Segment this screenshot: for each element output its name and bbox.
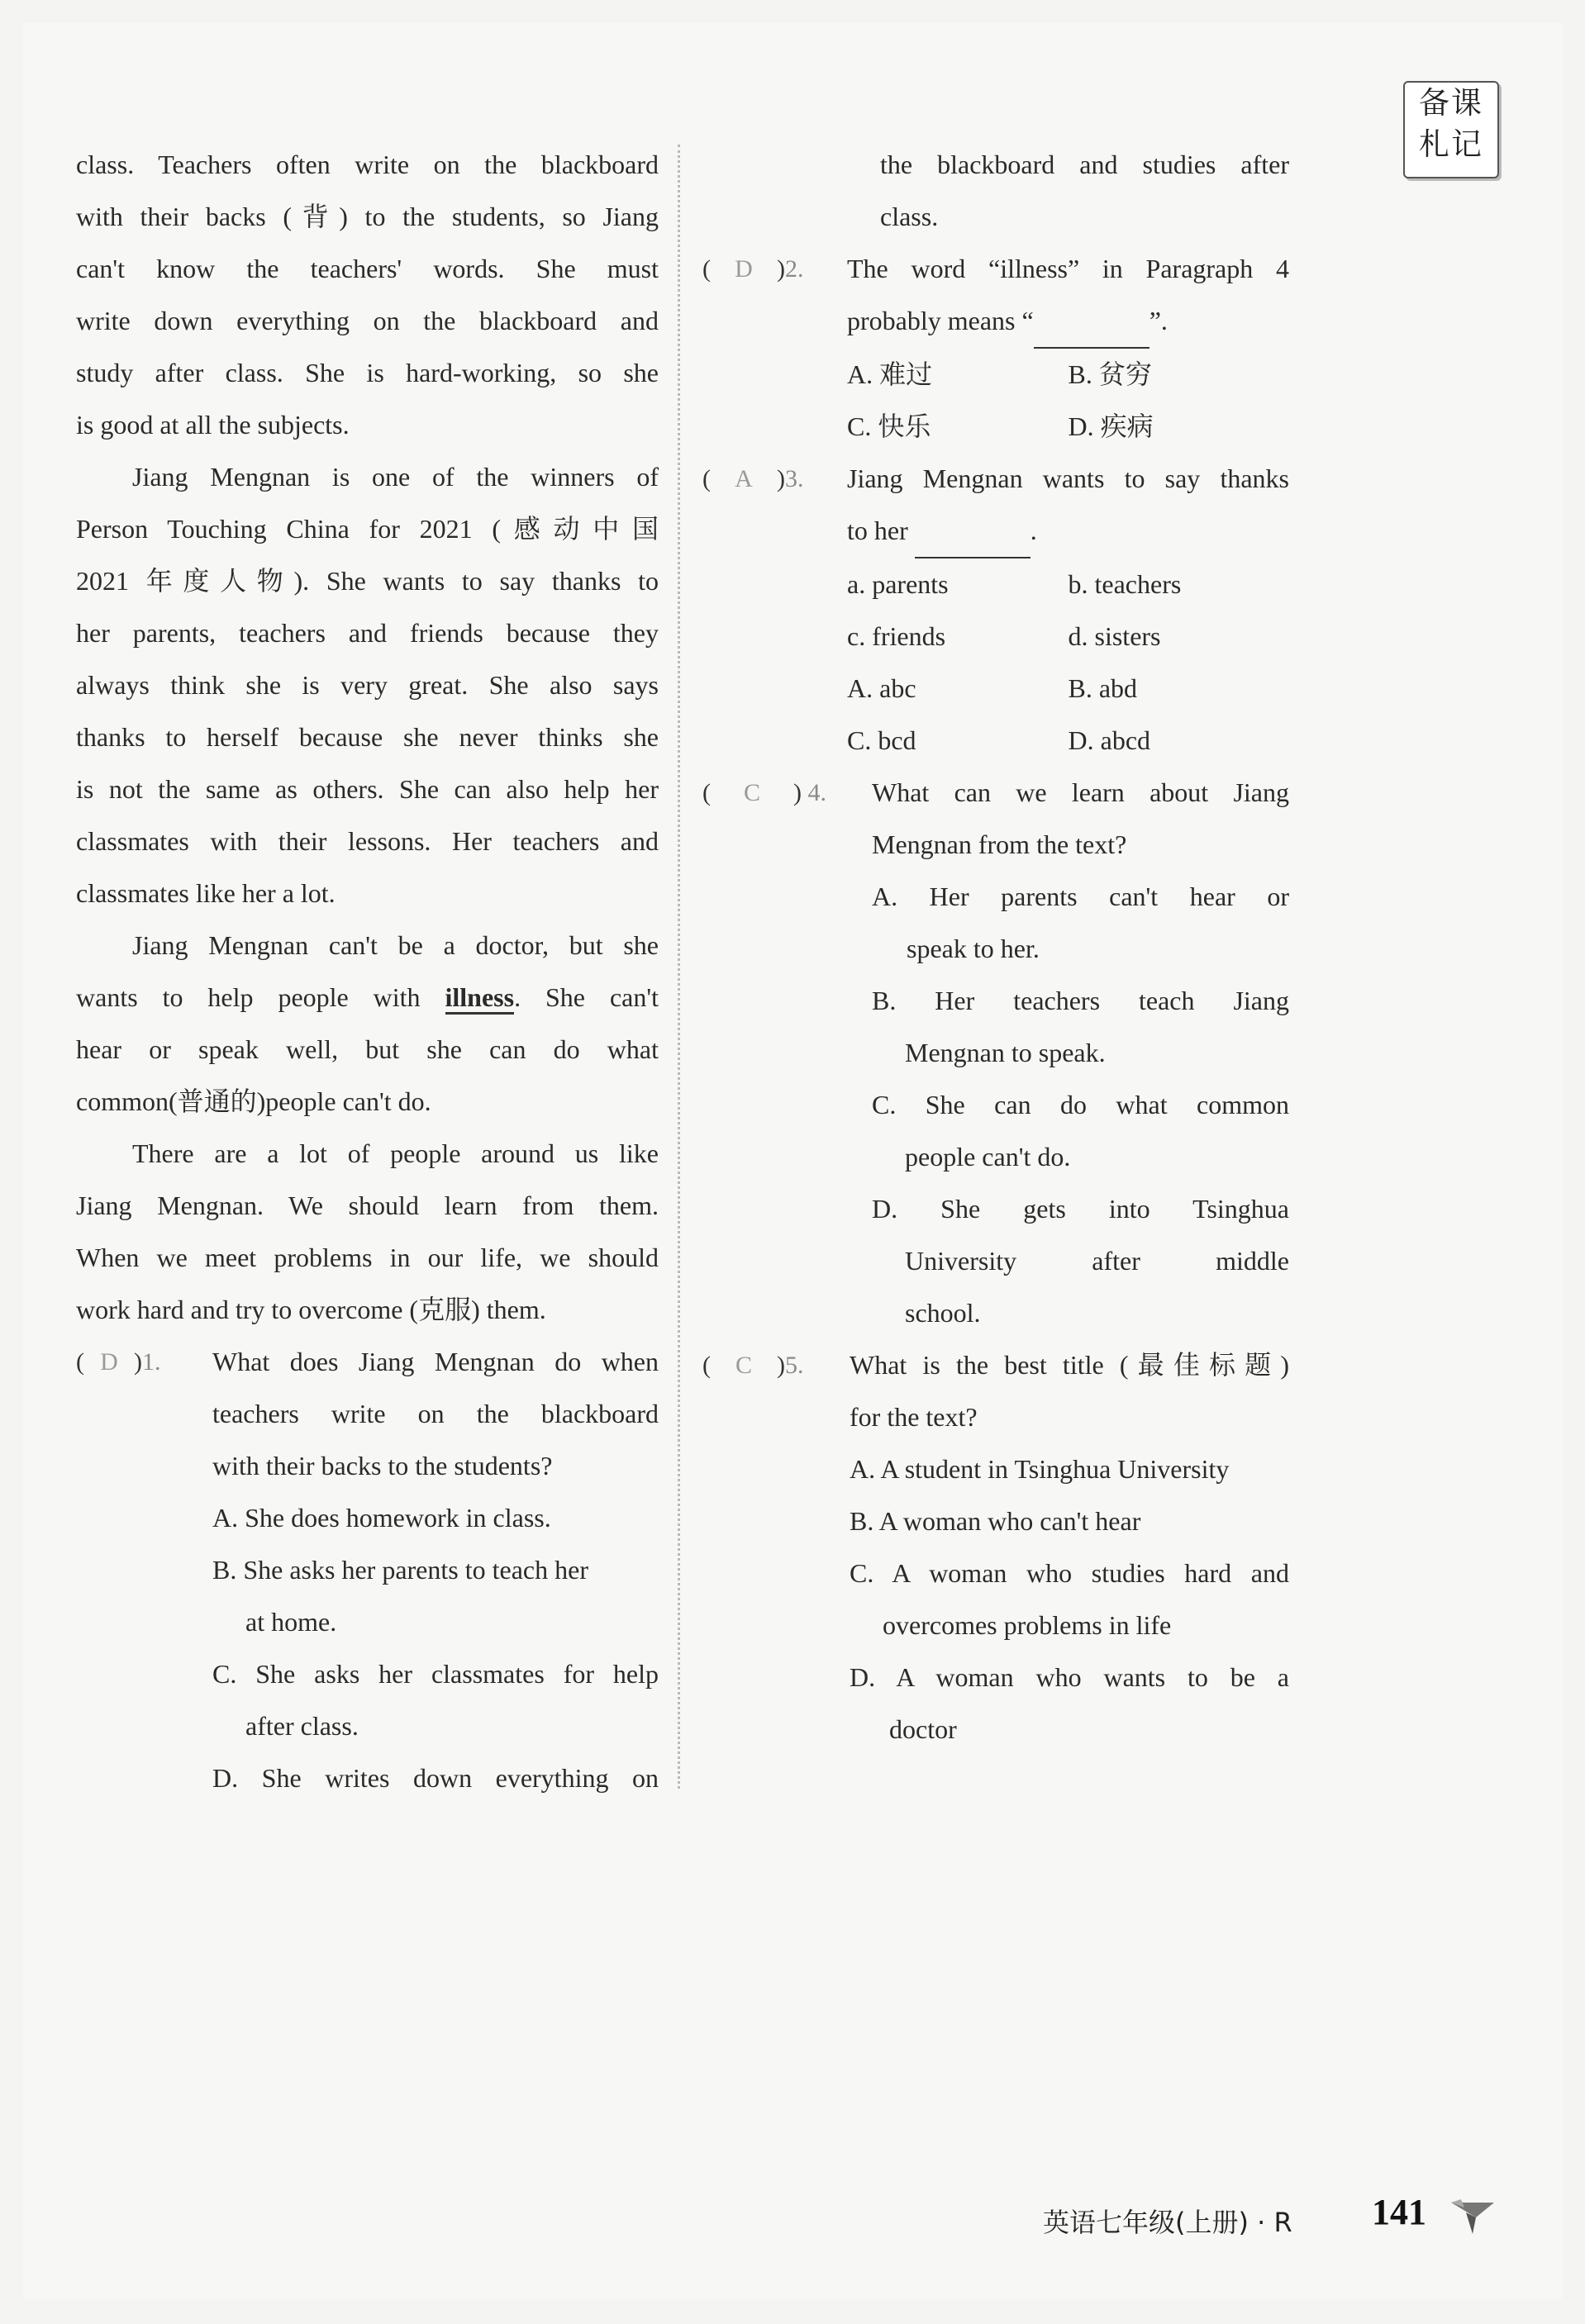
option-c-cont: after class. <box>245 1711 359 1741</box>
options-grid <box>847 349 1289 453</box>
option-c-cont: people can't do. <box>905 1142 1071 1172</box>
option-c-cont: overcomes problems in life <box>883 1610 1172 1640</box>
badge-line1: 备课 <box>1419 85 1483 121</box>
text-fragment: to her <box>847 516 908 545</box>
page-number: 141 <box>1372 2192 1426 2232</box>
option-a: A. abc <box>847 673 916 703</box>
answer-mark: C <box>743 779 760 806</box>
option-d-cont: doctor <box>889 1714 957 1744</box>
question-1 <box>76 1336 659 1804</box>
option-d: D. She writes down everything on <box>212 1763 659 1793</box>
text-line: class. Teachers often write on the blackboard <box>76 150 659 179</box>
option-a: A. A student in Tsinghua University <box>850 1454 1230 1484</box>
answer-bracket: ( D )1. <box>76 1336 212 1804</box>
option-b: B. abd <box>1068 673 1138 703</box>
text-fragment: . She can't <box>514 982 659 1012</box>
question-body <box>847 453 1289 767</box>
stem-line: What does Jiang Mengnan do when <box>212 1347 659 1376</box>
column-divider <box>678 145 680 1789</box>
question-body <box>212 1336 659 1804</box>
page-corner-icon <box>1448 2196 1497 2241</box>
option-b: B. A woman who can't hear <box>850 1506 1141 1536</box>
paragraph-2 <box>76 451 659 920</box>
text-line: When we meet problems in our life, we should <box>76 1243 659 1272</box>
question-body <box>872 767 1289 1339</box>
option-a: A. 难过 <box>847 359 933 389</box>
answer-bracket: ( A )3. <box>702 453 847 767</box>
text-line: classmates like her a lot. <box>76 878 336 908</box>
option-c: C. She can do what common <box>872 1090 1289 1119</box>
option-d-cont: school. <box>905 1298 981 1328</box>
text-line: is good at all the subjects. <box>76 410 350 440</box>
paragraph-4 <box>76 1128 659 1336</box>
option-b: B. Her teachers teach Jiang <box>872 986 1289 1015</box>
question-number: 2. <box>785 255 804 283</box>
answer-blank <box>1034 295 1149 349</box>
question-number: 5. <box>785 1352 804 1379</box>
text-line: classmates with their lessons. Her teachers and <box>76 826 659 856</box>
option-a-cont: speak to her. <box>907 934 1040 963</box>
item-a: a. parents <box>847 569 949 599</box>
stem-line: Jiang Mengnan wants to say thanks <box>847 463 1289 493</box>
option-c: C. 快乐 <box>847 411 931 441</box>
item-b: b. teachers <box>1068 569 1182 599</box>
paragraph-3 <box>76 920 659 1128</box>
option-d: D. She gets into Tsinghua <box>872 1194 1289 1224</box>
answer-mark: C <box>735 1352 752 1379</box>
answer-bracket: ( C ) 4. <box>702 767 872 1339</box>
text-line: Jiang Mengnan is one of the winners of <box>132 462 659 492</box>
text-line: Jiang Mengnan. We should learn from them. <box>76 1191 659 1220</box>
question-4 <box>702 767 1289 1339</box>
option-a: A. Her parents can't hear or <box>872 882 1289 911</box>
text-line: write down everything on the blackboard and <box>76 306 659 335</box>
text-line: hear or speak well, but she can do what <box>76 1034 659 1064</box>
option-b: B. She asks her parents to teach her <box>212 1555 588 1585</box>
stem-line: What is the best title (最佳标题) <box>850 1350 1289 1380</box>
stem-line: for the text? <box>850 1402 978 1432</box>
answer-mark: D <box>735 255 753 283</box>
text-fragment: wants to help people with <box>76 982 421 1012</box>
text-line <box>76 972 659 1024</box>
left-column <box>76 139 659 1804</box>
answer-mark: D <box>100 1348 118 1376</box>
option-c: C. She asks her classmates for help <box>212 1659 659 1689</box>
option-d: D. abcd <box>1068 725 1151 755</box>
item-d: d. sisters <box>1068 621 1161 651</box>
text-line: There are a lot of people around us like <box>132 1138 659 1168</box>
option-d-cont: University after middle <box>905 1246 1289 1276</box>
text-fragment: . <box>1030 516 1037 545</box>
book-title: 英语七年级(上册) · R <box>1043 2207 1292 2238</box>
items-grid <box>847 558 1289 767</box>
stem-line: What can we learn about Jiang <box>872 777 1289 807</box>
question-number: 1. <box>142 1348 161 1376</box>
text-line: Person Touching China for 2021 (感动中国 <box>76 514 659 544</box>
option-c: C. A woman who studies hard and <box>850 1558 1289 1588</box>
text-line: thanks to herself because she never thinks she <box>76 722 659 752</box>
text-line: work hard and try to overcome (克服) them. <box>76 1295 546 1324</box>
text-line: always think she is very great. She also says <box>76 670 659 700</box>
notes-badge <box>1403 81 1499 178</box>
stem-line <box>847 505 1289 558</box>
text-line: her parents, teachers and friends because they <box>76 618 659 648</box>
question-2 <box>702 243 1289 453</box>
keyword-illness: illness <box>445 982 515 1015</box>
option-b-cont: Mengnan to speak. <box>905 1038 1106 1067</box>
text-fragment: probably means “ <box>847 306 1034 335</box>
option-b-cont: at home. <box>245 1607 337 1637</box>
stem-line <box>847 295 1289 349</box>
question-number: 4. <box>807 779 826 806</box>
question-body <box>847 243 1289 453</box>
badge-line2: 札记 <box>1419 126 1483 162</box>
text-line: 2021 年度人物). She wants to say thanks to <box>76 566 659 596</box>
paragraph-1 <box>76 139 659 451</box>
option-d-cont: class. <box>880 202 939 231</box>
stem-line: with their backs to the students? <box>212 1451 553 1480</box>
text-line: can't know the teachers' words. She must <box>76 254 659 283</box>
stem-line: teachers write on the blackboard <box>212 1399 659 1428</box>
option-d: D. A woman who wants to be a <box>850 1662 1289 1692</box>
option-c: C. bcd <box>847 725 916 755</box>
question-3 <box>702 453 1289 767</box>
option-b: B. 贫穷 <box>1068 359 1152 389</box>
text-line: study after class. She is hard-working, so she <box>76 358 659 387</box>
option-a: A. She does homework in class. <box>212 1503 551 1533</box>
answer-bracket: ( D )2. <box>702 243 847 453</box>
text-line: common(普通的)people can't do. <box>76 1086 431 1116</box>
stem-line: The word “illness” in Paragraph 4 <box>847 254 1289 283</box>
text-fragment: ”. <box>1149 306 1168 335</box>
text-line: with their backs (背) to the students, so Jiang <box>76 202 659 231</box>
question-5 <box>702 1339 1289 1756</box>
answer-bracket: ( C )5. <box>702 1339 850 1756</box>
right-column <box>702 139 1289 1756</box>
answer-mark: A <box>735 465 753 492</box>
option-d: D. 疾病 <box>1068 411 1154 441</box>
question-body <box>850 1339 1289 1756</box>
question-number: 3. <box>785 465 804 492</box>
option-d-cont: the blackboard and studies after <box>880 150 1289 179</box>
stem-line: Mengnan from the text? <box>872 829 1127 859</box>
text-line: is not the same as others. She can also help her <box>76 774 659 804</box>
text-line: Jiang Mengnan can't be a doctor, but she <box>132 930 659 960</box>
answer-blank <box>915 505 1030 558</box>
item-c: c. friends <box>847 621 946 651</box>
